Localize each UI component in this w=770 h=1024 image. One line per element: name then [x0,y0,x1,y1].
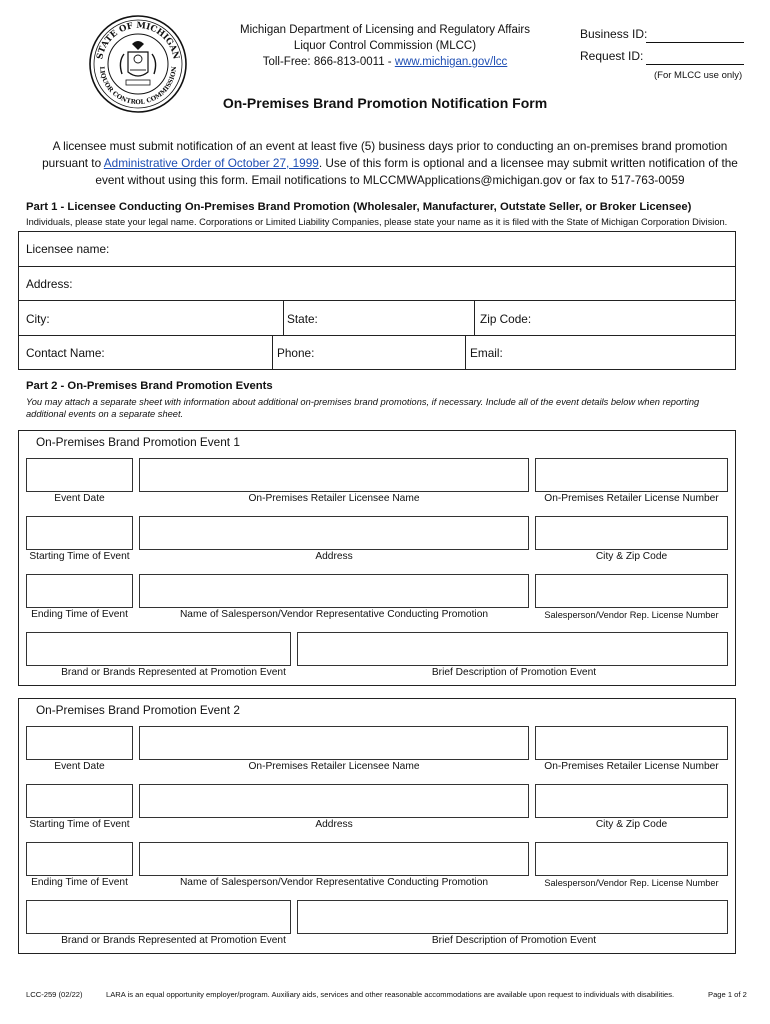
event-1-title: On-Premises Brand Promotion Event 1 [36,435,240,449]
request-id-label: Request ID: [580,49,644,63]
contact-name-field[interactable] [26,346,266,364]
event-2-description-field[interactable] [297,900,728,934]
mlcc-use-note: (For MLCC use only) [654,70,743,81]
address-label: Address: [26,277,73,291]
event-2-rep-license-label: Salesperson/Vendor Rep. License Number [544,878,719,888]
phone-field[interactable] [277,346,457,364]
page-number: Page 1 of 2 [708,990,747,999]
event-1-address-field[interactable] [139,516,529,550]
phone-label: Phone: [277,346,315,360]
state-label: State: [287,312,318,326]
address-field[interactable] [26,277,716,295]
event-1-box [18,430,736,686]
licensee-info-box [18,231,736,370]
event-1-end-time-label: Ending Time of Event [31,609,128,620]
event-2-retailer-name-label: On-Premises Retailer Licensee Name [248,761,420,772]
seal-bottom-text: LIQUOR CONTROL COMMISSION [97,66,179,107]
event-2-address-field[interactable] [139,784,529,818]
event-2-salesperson-label: Name of Salesperson/Vendor Representative Conducting Promotion [179,877,489,888]
agency-name: Michigan Department of Licensing and Regulatory Affairs [239,24,530,36]
part1-subtext: Individuals, please state your legal name. Corporations or Limited Liability Companies, please state your name as it is filed with the State of Michigan Corporation Division. [26,217,728,227]
contact-line [200,54,570,70]
event-1-city-zip-field[interactable] [535,516,728,550]
event-1-start-time-label: Starting Time of Event [29,551,130,562]
event-2-description-label: Brief Description of Promotion Event [431,935,597,946]
event-1-retailer-license-label: On-Premises Retailer License Number [544,493,719,504]
licensee-name-field[interactable] [26,242,716,260]
zip-code-field[interactable] [480,312,720,330]
city-field[interactable] [26,312,276,330]
request-id-field[interactable] [646,63,744,65]
event-1-end-time-field[interactable] [26,574,133,608]
event-2-title: On-Premises Brand Promotion Event 2 [36,703,240,717]
city-label: City: [26,312,50,326]
event-1-address-label: Address [315,551,353,562]
part2-subtext: You may attach a separate sheet with information about additional on-premises brand promotions, if necessary. Include all of the event details below when reporting additional events on a separate sheet. [26,397,700,419]
intro-text-2: . Use of this form is optional and a licensee may submit written notification of the event without using this form. Email notifications to MLCCMWApplications@michigan.gov or fax to 517-763-0059 [95,156,738,187]
administrative-order-link[interactable]: Administrative Order of October 27, 1999 [103,156,319,170]
event-2-start-time-label: Starting Time of Event [29,819,130,830]
contact-name-label: Contact Name: [26,346,105,360]
event-2-salesperson-field[interactable] [139,842,529,876]
event-2-city-zip-field[interactable] [535,784,728,818]
event-2-box [18,698,736,954]
toll-free-number: Toll-Free: 866-813-0011 - [262,56,395,68]
event-1-retailer-name-field[interactable] [139,458,529,492]
state-field[interactable] [287,312,467,330]
event-1-event-date-field[interactable] [26,458,133,492]
event-2-address-label: Address [315,819,353,830]
mlcc-website-link[interactable]: www.michigan.gov/lcc [394,56,508,68]
zip-code-label: Zip Code: [480,312,532,326]
event-2-retailer-name-field[interactable] [139,726,529,760]
seal-top-text: STATE OF MICHIGAN [95,20,181,61]
event-1-retailer-name-label: On-Premises Retailer Licensee Name [248,493,420,504]
business-id-label: Business ID: [580,27,648,41]
event-2-brands-label: Brand or Brands Represented at Promotion Event [61,935,286,946]
part2-heading: Part 2 - On-Premises Brand Promotion Events [26,380,273,392]
event-1-salesperson-label: Name of Salesperson/Vendor Representative Conducting Promotion [179,609,489,620]
equal-opportunity-notice: LARA is an equal opportunity employer/program. Auxiliary aids, services and other reasonable accommodations are available upon request to individuals with disabilities. [106,990,675,999]
event-2-end-time-label: Ending Time of Event [31,877,128,888]
email-field[interactable] [470,346,720,364]
form-number: LCC-259 (02/22) [26,990,83,999]
event-1-rep-license-label: Salesperson/Vendor Rep. License Number [544,610,719,620]
event-2-start-time-field[interactable] [26,784,133,818]
event-1-brands-label: Brand or Brands Represented at Promotion Event [61,667,286,678]
event-1-salesperson-field[interactable] [139,574,529,608]
event-2-end-time-field[interactable] [26,842,133,876]
email-label: Email: [470,346,503,360]
intro-text-1: A licensee must submit notification of an event at least five (5) business days prior to conducting an on-premises brand promotion pursuant to [42,139,728,170]
event-1-retailer-license-field[interactable] [535,458,728,492]
form-title: On-Premises Brand Promotion Notification Form [222,95,548,111]
event-2-retailer-license-field[interactable] [535,726,728,760]
event-2-rep-license-field[interactable] [535,842,728,876]
event-1-event-date-label: Event Date [54,493,105,504]
part1-heading: Part 1 - Licensee Conducting On-Premises Brand Promotion (Wholesaler, Manufacturer, Outstate Seller, or Broker Licensee) [26,201,692,213]
event-1-start-time-field[interactable] [26,516,133,550]
event-1-description-label: Brief Description of Promotion Event [431,667,597,678]
event-2-event-date-field[interactable] [26,726,133,760]
event-1-rep-license-field[interactable] [535,574,728,608]
commission-name: Liquor Control Commission (MLCC) [293,40,477,52]
intro-paragraph [30,138,750,189]
event-2-retailer-license-label: On-Premises Retailer License Number [544,761,719,772]
event-2-event-date-label: Event Date [54,761,105,772]
event-1-description-field[interactable] [297,632,728,666]
event-2-city-zip-label: City & Zip Code [595,819,668,830]
licensee-name-label: Licensee name: [26,242,110,256]
event-1-city-zip-label: City & Zip Code [595,551,668,562]
event-2-brands-field[interactable] [26,900,291,934]
agency-block [200,22,570,70]
business-id-field[interactable] [646,41,744,43]
event-1-brands-field[interactable] [26,632,291,666]
